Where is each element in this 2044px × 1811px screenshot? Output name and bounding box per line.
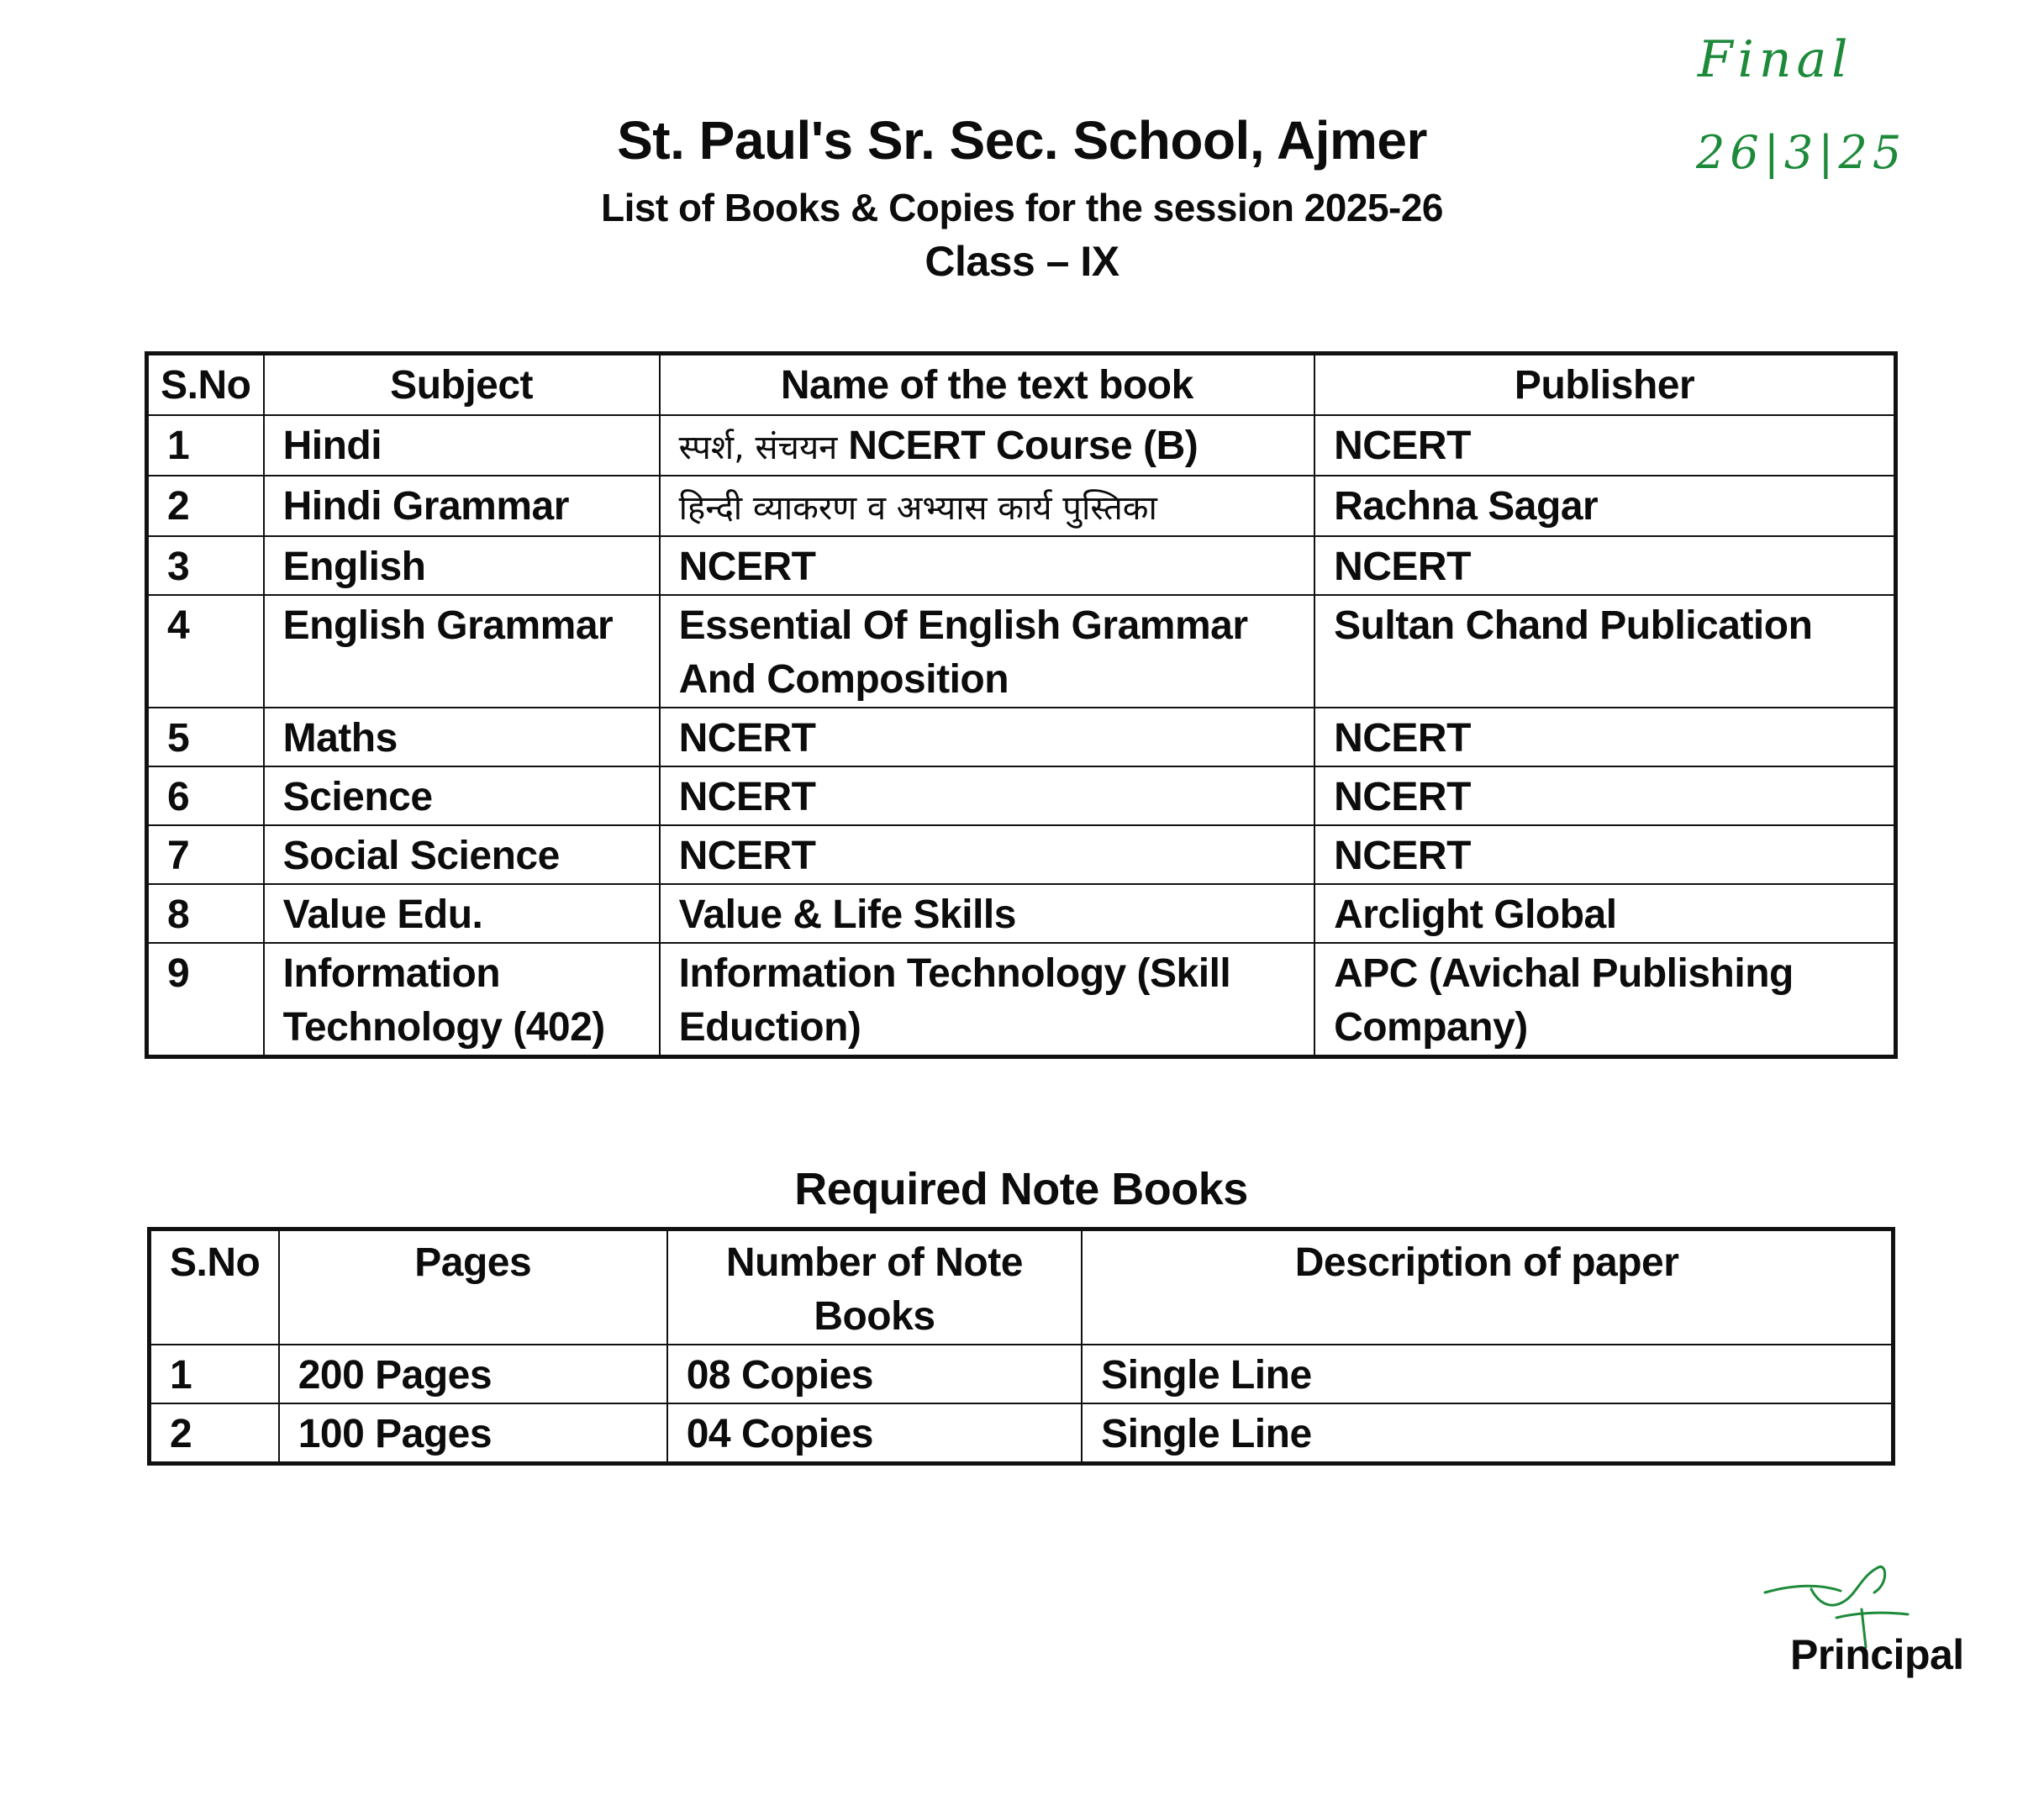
notebooks-header-row [150, 1229, 1894, 1345]
cell-publisher: NCERT [1314, 825, 1895, 884]
cell-book [660, 476, 1314, 536]
table-row [147, 415, 1896, 476]
school-name: St. Paul's Sr. Sec. School, Ajmer [617, 110, 1427, 171]
book-hindi-title: हिन्दी व्याकरण व अभ्यास कार्य पुस्तिका [678, 489, 1157, 528]
cell-publisher: Arclight Global [1314, 884, 1895, 943]
cell-book: Information Technology (Skill Eduction) [660, 943, 1314, 1057]
header-notebook-count: Number of Note Books [667, 1229, 1082, 1345]
table-row [150, 1345, 1894, 1403]
notebooks-title: Required Note Books [794, 1164, 1248, 1214]
session-title: List of Books & Copies for the session 2025-26 [600, 186, 1444, 229]
table-row [147, 595, 1896, 708]
cell-count: 08 Copies [667, 1345, 1082, 1403]
principal-label: Principal [1790, 1631, 1964, 1678]
cell-sno: 1 [150, 1345, 279, 1403]
cell-subject: Information Technology (402) [264, 943, 660, 1057]
header-pages: Pages [279, 1229, 667, 1345]
book-title: NCERT Course (B) [848, 424, 1198, 468]
header-sno: S.No [150, 1229, 279, 1345]
table-row [147, 943, 1896, 1057]
handwritten-date-note: 26|3|25 [1696, 126, 1907, 179]
textbooks-table [145, 351, 1898, 1059]
cell-subject: Science [264, 766, 660, 825]
cell-book: NCERT [660, 766, 1314, 825]
cell-subject: Hindi Grammar [264, 476, 660, 536]
table-row [147, 766, 1896, 825]
cell-sno: 3 [147, 536, 264, 595]
table-row [147, 708, 1896, 766]
cell-sno: 7 [147, 825, 264, 884]
cell-subject: Value Edu. [264, 884, 660, 943]
cell-pages: 100 Pages [279, 1403, 667, 1464]
cell-description: Single Line [1082, 1345, 1893, 1403]
cell-sno: 8 [147, 884, 264, 943]
table-row [147, 884, 1896, 943]
cell-count: 04 Copies [667, 1403, 1082, 1464]
cell-subject: Social Science [264, 825, 660, 884]
cell-pages: 200 Pages [279, 1345, 667, 1403]
textbooks-header-row [147, 354, 1896, 416]
cell-publisher: NCERT [1314, 415, 1895, 476]
cell-publisher: Sultan Chand Publication [1314, 595, 1895, 708]
cell-sno: 4 [147, 595, 264, 708]
header-subject: Subject [264, 354, 660, 416]
cell-book: Essential Of English Grammar And Composition [660, 595, 1314, 708]
cell-book: Value & Life Skills [660, 884, 1314, 943]
cell-subject: English [264, 536, 660, 595]
cell-publisher: NCERT [1314, 708, 1895, 766]
notebooks-table [147, 1227, 1895, 1466]
table-row [147, 536, 1896, 595]
table-row [150, 1403, 1894, 1464]
cell-publisher: Rachna Sagar [1314, 476, 1895, 536]
cell-sno: 9 [147, 943, 264, 1057]
header-publisher: Publisher [1314, 354, 1895, 416]
cell-subject: Maths [264, 708, 660, 766]
cell-publisher: APC (Avichal Publishing Company) [1314, 943, 1895, 1057]
header-book-name: Name of the text book [660, 354, 1314, 416]
cell-book: NCERT [660, 536, 1314, 595]
cell-sno: 1 [147, 415, 264, 476]
cell-sno: 5 [147, 708, 264, 766]
class-title: Class – IX [925, 238, 1119, 285]
book-hindi-title: स्पर्श, संचयन [678, 429, 838, 467]
cell-publisher: NCERT [1314, 536, 1895, 595]
cell-book [660, 415, 1314, 476]
cell-book: NCERT [660, 708, 1314, 766]
cell-sno: 2 [147, 476, 264, 536]
cell-publisher: NCERT [1314, 766, 1895, 825]
cell-sno: 6 [147, 766, 264, 825]
handwritten-final-note: Final [1698, 30, 1853, 89]
table-row [147, 825, 1896, 884]
cell-subject: English Grammar [264, 595, 660, 708]
header-paper-description: Description of paper [1082, 1229, 1893, 1345]
cell-subject: Hindi [264, 415, 660, 476]
header-sno: S.No [147, 354, 264, 416]
table-row [147, 476, 1896, 536]
cell-description: Single Line [1082, 1403, 1893, 1464]
cell-book: NCERT [660, 825, 1314, 884]
cell-sno: 2 [150, 1403, 279, 1464]
